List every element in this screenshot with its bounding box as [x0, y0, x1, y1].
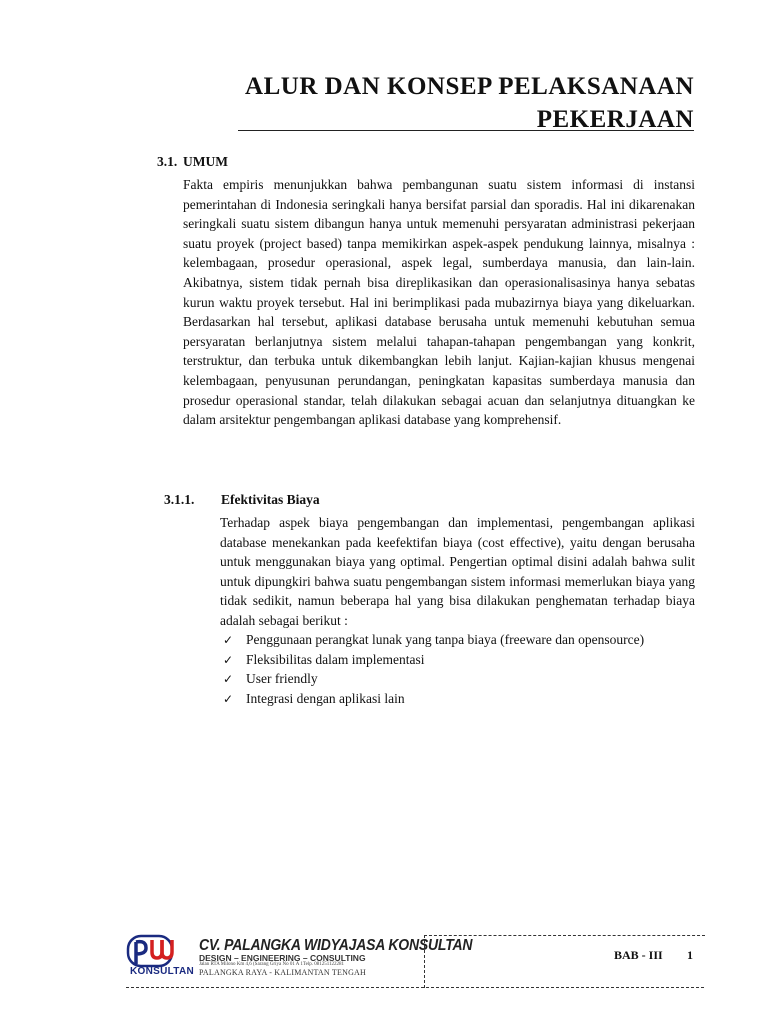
page-number: 1 — [687, 948, 693, 962]
section-paragraph: Fakta empiris menunjukkan bahwa pembangunan suatu sistem informasi di instansi pemerintahan di Indonesia seringkali hanya bersifat parsial dan sporadis. Hal ini dikarenakan seringkali suatu sistem dibangun hanya untuk memenuhi persyaratan administrasi pekerjaan suatu proyek (project based) tanpa memikirkan aspek-aspek pendukung lainnya, misalnya : kelembagaan, prosedur operasional, aspek legal, sumberdaya manusia, dan lain-lain. Akibatnya, sistem tidak pernah bisa direplikasikan dan operasionalisasinya hanya sebatas kurun waktu proyek tersebut. Hal ini berimplikasi pada mubazirnya biaya yang dikeluarkan. Berdasarkan hal tersebut, aplikasi database berusaha untuk memenuhi kebutuhan semua persyaratan berlanjutnya sistem melalui tahapan-tahapan pengembangan yang konkrit, terstruktur, dan terbuka untuk dikembangkan lebih lanjut. Kajian-kajian khusus mengenai kelembagaan, penyusunan perundangan, peningkatan kapasitas sumberdaya manusia dan prosedur operasional standar, telah dilakukan sebagai acuan dan selanjutnya dituangkan ke dalam arsitektur pengembangan aplikasi database yang komprehensif. — [183, 177, 695, 428]
subsection-heading — [164, 492, 320, 508]
checklist — [223, 632, 693, 711]
checkmark-icon: ✓ — [223, 633, 234, 647]
company-city: PALANGKA RAYA - KALIMANTAN TENGAH — [199, 968, 367, 977]
section-number: 3.1. — [157, 154, 178, 169]
subsection-paragraph: Terhadap aspek biaya pengembangan dan implementasi, pengembangan aplikasi database menekankan pada keefektifan biaya (cost effective), yaitu dengan berusaha untuk menggunakan biaya yang optimal. Pengertian optimal disini adalah bahwa sulit untuk dipungkiri bahwa suatu pengembangan sistem informasi memerlukan biaya yang tidak sedikit, namun beberapa hal yang bisa dilakukan penghematan terhadap biaya adalah sebagai berikut : — [220, 515, 695, 628]
checkmark-icon: ✓ — [223, 692, 234, 707]
subsection-number: 3.1.1. — [164, 492, 195, 507]
page-title — [245, 70, 694, 136]
page-title-line-2: PEKERJAAN — [536, 106, 694, 133]
page-title-line-1: ALUR DAN KONSEP PELAKSANAAN — [245, 73, 694, 100]
chapter-label: BAB - III — [614, 948, 663, 962]
list-item — [223, 652, 693, 672]
company-tagline: DESIGN – ENGINEERING – CONSULTING — [199, 953, 366, 963]
subsection-title: Efektivitas Biaya — [221, 492, 320, 507]
section-title: UMUM — [183, 154, 228, 169]
title-divider — [238, 130, 694, 131]
list-item — [223, 691, 693, 711]
list-item — [223, 671, 693, 691]
list-item — [223, 632, 693, 652]
list-item-text: Fleksibilitas dalam implementasi — [246, 651, 425, 667]
logo-wordmark: KONSULTAN — [130, 966, 194, 977]
list-item-text: Integrasi dengan aplikasi lain — [246, 691, 405, 707]
footer-divider — [126, 987, 704, 988]
section-heading — [157, 154, 228, 170]
list-item-text: Penggunaan perangkat lunak yang tanpa biaya (freeware dan opensource) — [246, 632, 645, 647]
checkmark-icon: ✓ — [223, 652, 234, 667]
company-name: CV. PALANGKA WIDYAJASA KONSULTAN — [199, 935, 473, 954]
company-address: Jalan RTA Milono Km 4,6 (Sarang Griya No 01 A 1Telp. 081251122281 — [199, 962, 345, 967]
list-item-text: User friendly — [246, 671, 318, 687]
checkmark-icon: ✓ — [223, 672, 234, 687]
